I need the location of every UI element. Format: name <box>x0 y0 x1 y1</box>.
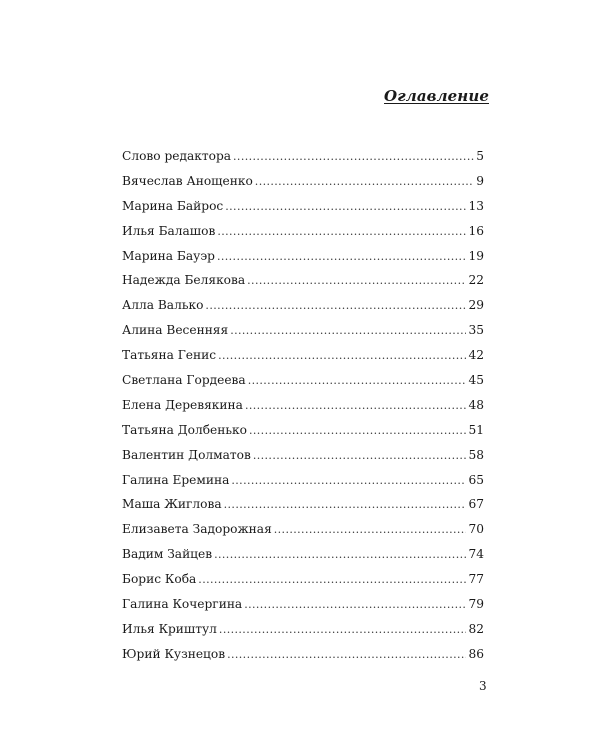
toc-entry[interactable] <box>122 172 484 197</box>
toc-entry-page: 45 <box>468 373 484 388</box>
toc-entry[interactable] <box>122 570 484 595</box>
dot-leader <box>245 397 467 415</box>
toc-entry-name: Галина Еремина <box>122 472 230 487</box>
toc-entry-page: 9 <box>476 173 484 188</box>
toc-title: Оглавление <box>384 87 489 105</box>
toc-entry[interactable] <box>122 645 484 670</box>
dot-leader <box>224 496 467 514</box>
toc-entry-page: 35 <box>468 323 484 338</box>
dot-leader <box>218 347 466 365</box>
toc-entry-page: 29 <box>468 298 484 313</box>
toc-entry-name: Елизавета Задорожная <box>122 522 272 537</box>
dot-leader <box>231 472 466 490</box>
toc-entry-name: Марина Байрос <box>122 198 224 213</box>
toc-entry[interactable] <box>122 197 484 222</box>
toc-entry-page: 77 <box>468 572 484 587</box>
dot-leader <box>244 596 466 614</box>
toc-entry[interactable] <box>122 247 484 272</box>
toc-entry-name: Илья Криштул <box>122 621 217 636</box>
toc-entry[interactable] <box>122 222 484 247</box>
toc-entry-name: Галина Кочергина <box>122 597 243 612</box>
toc-entry-name: Татьяна Генис <box>122 348 217 363</box>
toc-entry-page: 79 <box>468 597 484 612</box>
toc-entry-name: Маша Жиглова <box>122 497 222 512</box>
toc-entry-name: Вячеслав Анощенко <box>122 173 253 188</box>
toc-entry-name: Борис Коба <box>122 572 197 587</box>
toc-entry[interactable] <box>122 147 484 172</box>
toc-entry-name: Светлана Гордеева <box>122 373 246 388</box>
toc-entry-name: Елена Деревякина <box>122 397 243 412</box>
toc-entry[interactable] <box>122 545 484 570</box>
toc-entry[interactable] <box>122 396 484 421</box>
toc-entry[interactable] <box>122 520 484 545</box>
toc-entry[interactable] <box>122 296 484 321</box>
dot-leader <box>219 621 467 639</box>
toc-entry[interactable] <box>122 371 484 396</box>
toc-entry-page: 48 <box>468 397 484 412</box>
toc-entry[interactable] <box>122 471 484 496</box>
dot-leader <box>249 422 467 440</box>
toc-list <box>122 147 484 670</box>
toc-entry-page: 42 <box>468 348 484 363</box>
toc-entry-page: 65 <box>468 472 484 487</box>
toc-entry-page: 67 <box>468 497 484 512</box>
toc-entry-page: 22 <box>468 273 484 288</box>
dot-leader <box>214 546 466 564</box>
toc-entry[interactable] <box>122 620 484 645</box>
toc-entry[interactable] <box>122 346 484 371</box>
dot-leader <box>230 322 466 340</box>
toc-entry[interactable] <box>122 595 484 620</box>
toc-entry[interactable] <box>122 421 484 446</box>
dot-leader <box>227 646 466 664</box>
dot-leader <box>248 372 467 390</box>
toc-entry-page: 5 <box>476 149 484 163</box>
dot-leader <box>205 297 466 315</box>
dot-leader <box>274 521 467 539</box>
toc-entry-page: 70 <box>468 522 484 537</box>
toc-entry-name: Вадим Зайцев <box>122 547 213 562</box>
toc-entry-page: 74 <box>468 547 484 562</box>
dot-leader <box>225 198 466 216</box>
toc-entry-name: Валентин Долматов <box>122 447 251 462</box>
toc-entry-page: 86 <box>468 646 484 661</box>
toc-entry-name: Надежда Белякова <box>122 273 246 288</box>
dot-leader <box>247 272 466 290</box>
dot-leader <box>217 223 466 241</box>
toc-entry-page: 19 <box>468 248 484 263</box>
toc-entry-page: 58 <box>468 447 484 462</box>
toc-entry-name: Алла Валько <box>122 298 204 313</box>
page-number: 3 <box>479 679 487 693</box>
toc-entry-name: Юрий Кузнецов <box>122 646 226 661</box>
dot-leader <box>233 148 474 166</box>
toc-entry[interactable] <box>122 495 484 520</box>
toc-entry-page: 16 <box>468 223 484 238</box>
toc-entry-name: Татьяна Долбенько <box>122 422 247 437</box>
toc-entry-page: 82 <box>468 621 484 636</box>
dot-leader <box>198 571 466 589</box>
toc-entry-name: Слово редактора <box>122 149 232 163</box>
toc-entry[interactable] <box>122 446 484 471</box>
toc-entry-name: Илья Балашов <box>122 223 216 238</box>
dot-leader <box>217 248 467 266</box>
dot-leader <box>255 173 474 191</box>
toc-entry-name: Алина Весенняя <box>122 323 229 338</box>
toc-entry[interactable] <box>122 321 484 346</box>
toc-entry-name: Марина Бауэр <box>122 248 215 263</box>
dot-leader <box>253 447 467 465</box>
toc-entry[interactable] <box>122 271 484 296</box>
toc-entry-page: 51 <box>468 422 484 437</box>
toc-entry-page: 13 <box>468 198 484 213</box>
